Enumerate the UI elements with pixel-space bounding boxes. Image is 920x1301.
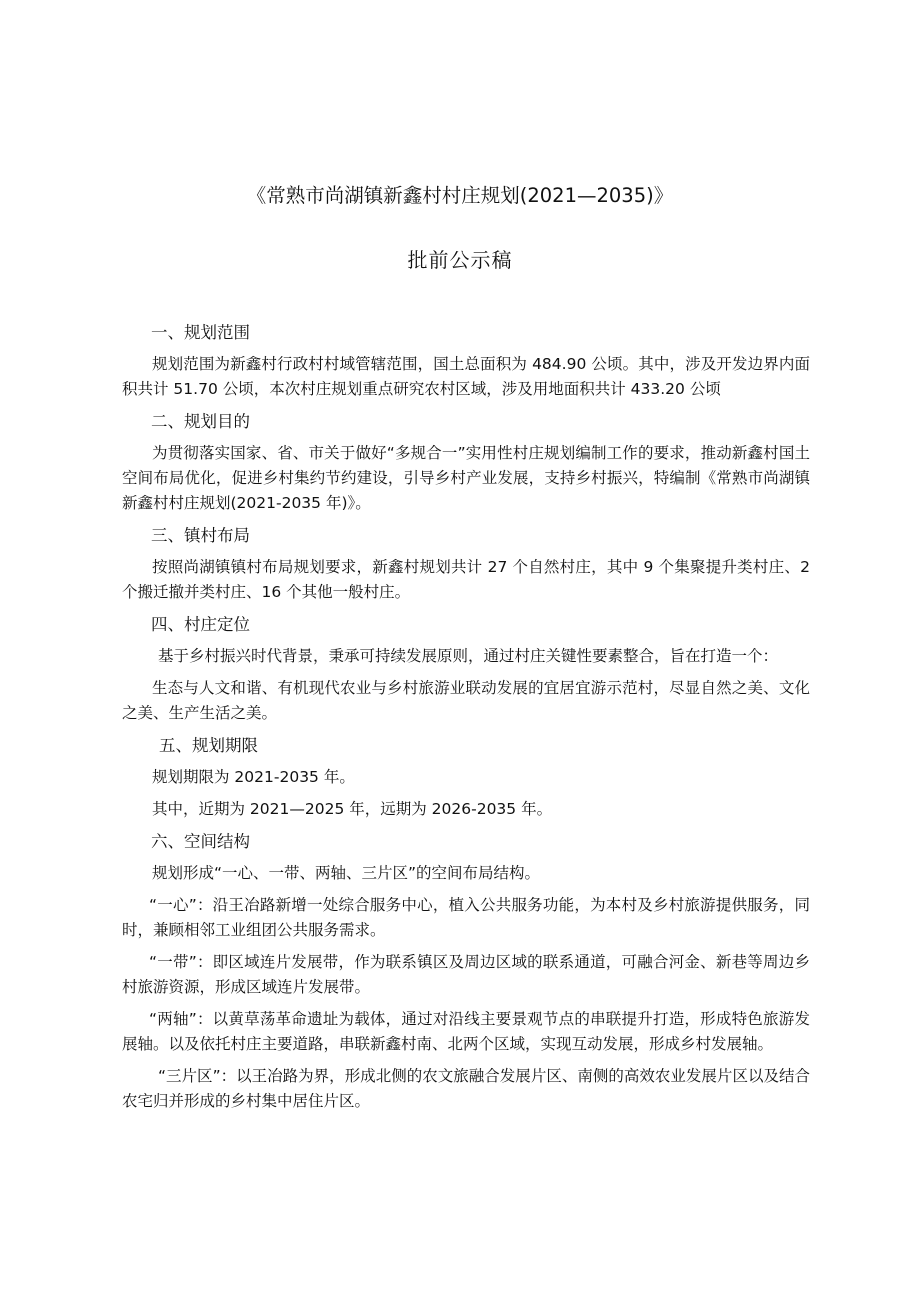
- section-paragraph: “三片区”：以王冶路为界，形成北侧的农文旅融合发展片区、南侧的高效农业发展片区以及结合农宅归并形成的乡村集中居住片区。: [122, 1067, 810, 1110]
- section-paragraph: “两轴”：以黄草荡革命遗址为载体，通过对沿线主要景观节点的串联提升打造，形成特色旅游发展轴。以及依托村庄主要道路，串联新鑫村南、北两个区域，实现互动发展，形成乡村发展轴。: [122, 1010, 810, 1053]
- section-heading: 二、规划目的: [151, 412, 250, 431]
- document-title: 《常熟市尚湖镇新鑫村村庄规划(2021—2035)》: [246, 184, 674, 207]
- section-paragraph: 生态与人文和谐、有机现代农业与乡村旅游业联动发展的宜居宜游示范村，尽显自然之美、文化之美、生产生活之美。: [122, 679, 810, 722]
- section-planning-purpose: [122, 409, 810, 516]
- section-paragraph: “一带”：即区域连片发展带，作为联系镇区及周边区域的联系通道，可融合河金、新巷等周边乡村旅游资源，形成区域连片发展带。: [122, 953, 810, 996]
- section-heading: 四、村庄定位: [151, 615, 250, 634]
- section-paragraph: 规划期限为 2021-2035 年。: [152, 768, 355, 786]
- section-planning-scope: [122, 320, 810, 402]
- section-paragraph: 规划范围为新鑫村行政村村域管辖范围，国土总面积为 484.90 公顷。其中，涉及开发边界内面积共计 51.70 公顷，本次村庄规划重点研究农村区域，涉及用地面积共计 433.20 公顷: [122, 355, 810, 398]
- document-subtitle: 批前公示稿: [407, 248, 513, 272]
- section-paragraph: 基于乡村振兴时代背景，秉承可持续发展原则，通过村庄关键性要素整合，旨在打造一个：: [158, 647, 779, 665]
- section-paragraph: 规划形成“一心、一带、两轴、三片区”的空间布局结构。: [152, 864, 541, 882]
- section-paragraph: 其中，近期为 2021—2025 年，远期为 2026-2035 年。: [152, 800, 553, 818]
- section-heading: 一、规划范围: [151, 323, 250, 342]
- section-heading: 五、规划期限: [159, 736, 258, 755]
- section-spatial-structure: [122, 829, 810, 1114]
- document-body: [122, 320, 810, 1121]
- section-village-layout: [122, 523, 810, 605]
- section-paragraph: 为贯彻落实国家、省、市关于做好“多规合一”实用性村庄规划编制工作的要求，推动新鑫村国土空间布局优化，促进乡村集约节约建设，引导乡村产业发展，支持乡村振兴，特编制《常熟市尚湖镇新鑫村村庄规划(2021-2035 年)》。: [122, 444, 810, 512]
- section-village-positioning: [122, 612, 810, 726]
- section-paragraph: 按照尚湖镇镇村布局规划要求，新鑫村规划共计 27 个自然村庄，其中 9 个集聚提升类村庄、2 个搬迁撤并类村庄、16 个其他一般村庄。: [122, 558, 810, 601]
- section-heading: 六、空间结构: [151, 832, 250, 851]
- section-paragraph: “一心”：沿王冶路新增一处综合服务中心，植入公共服务功能，为本村及乡村旅游提供服务，同时，兼顾相邻工业组团公共服务需求。: [122, 896, 810, 939]
- section-heading: 三、镇村布局: [151, 526, 250, 545]
- section-planning-period: [122, 733, 810, 822]
